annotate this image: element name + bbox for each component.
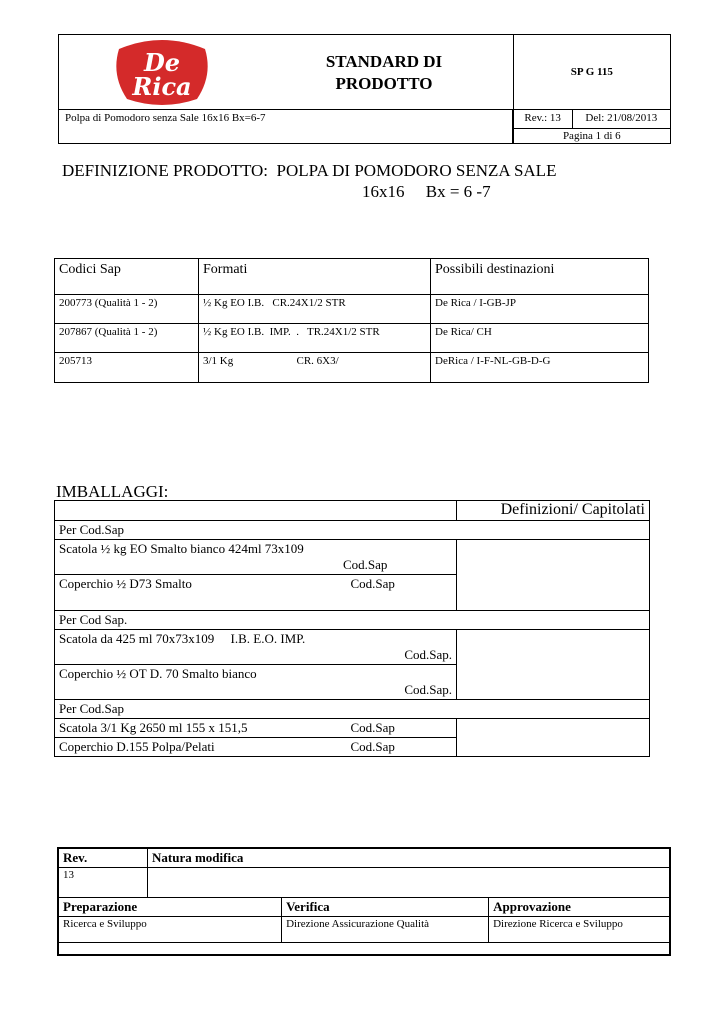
product-line: Polpa di Pomodoro senza Sale 16x16 Bx=6-7 [59,110,513,144]
table-header-row [55,259,649,295]
sap-codes-table [54,258,649,383]
document-header [58,34,671,144]
table-cell: De Rica / I-GB-JP [431,295,649,324]
page-number: Pagina 1 di 6 [513,129,670,144]
change-nature-label: Natura modifica [148,848,671,868]
table-row [55,324,649,353]
logo-cell [59,35,514,110]
group-label: Per Cod Sap. [55,611,650,630]
packaging-title: IMBALLAGGI: [56,482,169,501]
rev-label: Rev. [58,848,148,868]
product-definition-title: DEFINIZIONE PRODOTTO: POLPA DI POMODORO SENZA SALE [62,161,557,180]
table-cell: 205713 [55,353,199,383]
table-row [55,295,649,324]
table-cell: 207867 (Qualità 1 - 2) [55,324,199,353]
document-type-title: STANDARD DI PRODOTTO [325,52,443,93]
packaging-table [54,500,650,757]
verification-label: Verifica [282,898,489,917]
group-label: Per Cod.Sap [55,700,650,719]
svg-text:Rica: Rica [132,72,192,101]
de-rica-logo [107,35,217,109]
product-definition-subtitle: 16x16 Bx = 6 -7 [362,182,491,201]
document-code: SP G 115 [513,35,670,110]
definitions-header: Definizioni/ Capitolati [457,501,650,521]
svg-text:De: De [143,48,181,77]
verification-value: Direzione Assicurazione Qualità [282,917,489,943]
list-item: Coperchio ½ D73 Smalto Cod.Sap [55,575,457,611]
table-cell: 200773 (Qualità 1 - 2) [55,295,199,324]
list-item: Scatola 3/1 Kg 2650 ml 155 x 151,5 Cod.Sap [55,719,457,738]
approval-label: Approvazione [489,898,670,917]
column-header: Codici Sap [55,259,199,295]
column-header: Formati [199,259,431,295]
table-cell: ½ Kg EO I.B. IMP. . TR.24X1/2 STR [199,324,431,353]
table-cell: DeRica / I-F-NL-GB-D-G [431,353,649,383]
preparation-label: Preparazione [58,898,282,917]
approval-value: Direzione Ricerca e Sviluppo [489,917,670,943]
column-header: Possibili destinazioni [431,259,649,295]
preparation-value: Ricerca e Sviluppo [58,917,282,943]
rev-value: 13 [58,868,148,898]
table-cell: ½ Kg EO I.B. CR.24X1/2 STR [199,295,431,324]
revision-date: Del: 21/08/2013 [572,110,670,129]
group-label: Per Cod.Sap [55,521,650,540]
list-item: Scatola ½ kg EO Smalto bianco 424ml 73x109 Cod.Sap [55,540,457,575]
list-item: Coperchio ½ OT D. 70 Smalto bianco Cod.Sap. [55,665,457,700]
table-cell: 3/1 Kg CR. 6X3/ [199,353,431,383]
table-row [55,353,649,383]
table-cell: De Rica/ CH [431,324,649,353]
revision-box [57,847,671,956]
list-item: Coperchio D.155 Polpa/Pelati Cod.Sap [55,738,457,757]
revision-number: Rev.: 13 [513,110,572,129]
list-item: Scatola da 425 ml 70x73x109 I.B. E.O. IMP. Cod.Sap. [55,630,457,665]
